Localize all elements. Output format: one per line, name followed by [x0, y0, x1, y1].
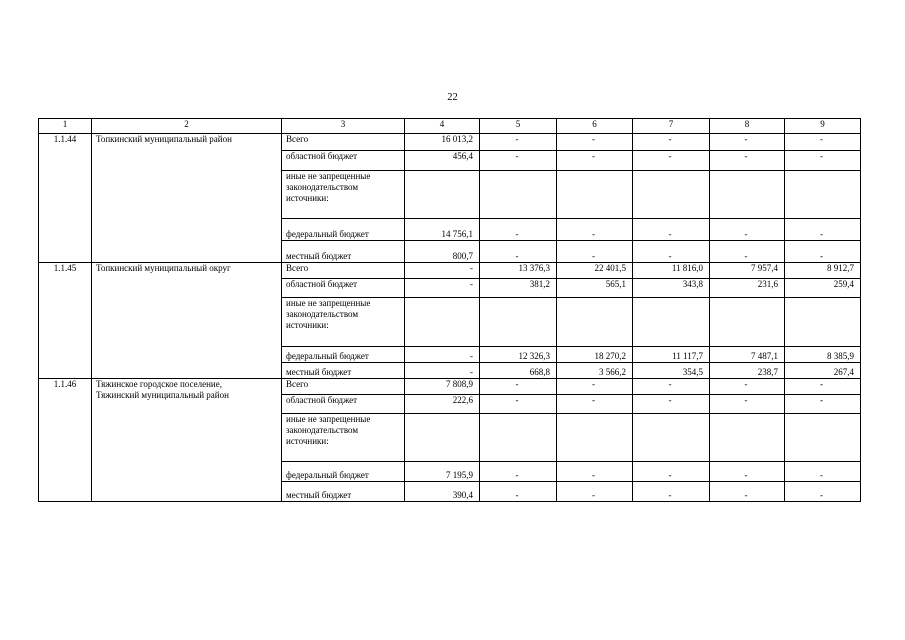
amount-cell	[633, 171, 710, 219]
funding-source: федеральный бюджет	[282, 219, 405, 241]
amount-cell: 259,4	[785, 279, 861, 298]
amount-cell	[710, 414, 785, 462]
amount-cell: -	[480, 241, 557, 263]
column-number-cell: 4	[405, 119, 480, 134]
amount-cell	[480, 414, 557, 462]
amount-cell: -	[710, 241, 785, 263]
municipality-name: Топкинский муниципальный округ	[92, 263, 282, 379]
municipality-name: Топкинский муниципальный район	[92, 134, 282, 263]
amount-cell: 565,1	[557, 279, 633, 298]
amount-cell: -	[710, 462, 785, 482]
amount-cell	[633, 298, 710, 347]
amount-cell: -	[785, 395, 861, 414]
amount-cell: 231,6	[710, 279, 785, 298]
amount-cell: -	[557, 462, 633, 482]
amount-cell	[480, 171, 557, 219]
amount-cell: -	[633, 241, 710, 263]
budget-table	[38, 118, 861, 502]
funding-source: областной бюджет	[282, 395, 405, 414]
amount-cell: 16 013,2	[405, 134, 480, 151]
amount-cell: -	[405, 363, 480, 379]
amount-cell: -	[633, 151, 710, 171]
funding-source: федеральный бюджет	[282, 347, 405, 363]
column-number-cell: 7	[633, 119, 710, 134]
amount-cell: -	[785, 219, 861, 241]
amount-cell: -	[480, 395, 557, 414]
amount-cell: -	[557, 219, 633, 241]
item-code: 1.1.44	[39, 134, 92, 263]
amount-cell: 13 376,3	[480, 263, 557, 279]
amount-cell: -	[633, 379, 710, 395]
column-number-cell: 2	[92, 119, 282, 134]
funding-source: Всего	[282, 379, 405, 395]
amount-cell: 238,7	[710, 363, 785, 379]
column-number-cell: 5	[480, 119, 557, 134]
amount-cell: -	[405, 279, 480, 298]
amount-cell: -	[633, 134, 710, 151]
amount-cell	[405, 171, 480, 219]
municipality-name: Тяжинское городское поселение, Тяжинский муниципальный район	[92, 379, 282, 502]
amount-cell: -	[785, 241, 861, 263]
column-number-cell: 8	[710, 119, 785, 134]
funding-source: Всего	[282, 263, 405, 279]
amount-cell: 800,7	[405, 241, 480, 263]
amount-cell: -	[480, 219, 557, 241]
amount-cell: 18 270,2	[557, 347, 633, 363]
amount-cell: -	[785, 134, 861, 151]
funding-source: иные не запрещенные законодательством источники:	[282, 171, 405, 219]
funding-source: областной бюджет	[282, 151, 405, 171]
amount-cell	[405, 414, 480, 462]
amount-cell: 7 808,9	[405, 379, 480, 395]
amount-cell	[557, 171, 633, 219]
amount-cell	[785, 298, 861, 347]
amount-cell: -	[557, 379, 633, 395]
amount-cell: 12 326,3	[480, 347, 557, 363]
amount-cell: -	[710, 395, 785, 414]
amount-cell: -	[480, 482, 557, 502]
amount-cell: -	[633, 395, 710, 414]
amount-cell: 11 816,0	[633, 263, 710, 279]
amount-cell: -	[405, 347, 480, 363]
amount-cell	[480, 298, 557, 347]
amount-cell	[785, 171, 861, 219]
amount-cell: -	[557, 134, 633, 151]
table-row	[39, 379, 861, 395]
column-number-cell: 3	[282, 119, 405, 134]
amount-cell: -	[557, 395, 633, 414]
funding-source: местный бюджет	[282, 482, 405, 502]
amount-cell	[710, 171, 785, 219]
amount-cell	[633, 414, 710, 462]
amount-cell: -	[710, 379, 785, 395]
amount-cell: 354,5	[633, 363, 710, 379]
funding-source: иные не запрещенные законодательством источники:	[282, 298, 405, 347]
amount-cell: 668,8	[480, 363, 557, 379]
amount-cell: 22 401,5	[557, 263, 633, 279]
amount-cell	[710, 298, 785, 347]
amount-cell: -	[710, 151, 785, 171]
item-code: 1.1.46	[39, 379, 92, 502]
amount-cell: 14 756,1	[405, 219, 480, 241]
amount-cell: -	[633, 219, 710, 241]
table-row	[39, 263, 861, 279]
amount-cell: -	[785, 482, 861, 502]
amount-cell: 381,2	[480, 279, 557, 298]
amount-cell: -	[785, 379, 861, 395]
funding-source: местный бюджет	[282, 363, 405, 379]
amount-cell: -	[785, 462, 861, 482]
funding-source: федеральный бюджет	[282, 462, 405, 482]
amount-cell	[557, 298, 633, 347]
funding-source: местный бюджет	[282, 241, 405, 263]
amount-cell: -	[405, 263, 480, 279]
funding-source: Всего	[282, 134, 405, 151]
amount-cell: 7 957,4	[710, 263, 785, 279]
amount-cell: -	[710, 134, 785, 151]
amount-cell	[405, 298, 480, 347]
amount-cell: 11 117,7	[633, 347, 710, 363]
column-number-cell: 1	[39, 119, 92, 134]
amount-cell	[785, 414, 861, 462]
amount-cell: 3 566,2	[557, 363, 633, 379]
column-number-cell: 6	[557, 119, 633, 134]
amount-cell: -	[785, 151, 861, 171]
amount-cell: 7 195,9	[405, 462, 480, 482]
amount-cell: 222,6	[405, 395, 480, 414]
table-row	[39, 134, 861, 151]
amount-cell: -	[633, 462, 710, 482]
amount-cell: -	[557, 482, 633, 502]
funding-source: иные не запрещенные законодательством источники:	[282, 414, 405, 462]
column-number-cell: 9	[785, 119, 861, 134]
amount-cell: 267,4	[785, 363, 861, 379]
amount-cell: -	[480, 134, 557, 151]
amount-cell: -	[633, 482, 710, 502]
amount-cell: 456,4	[405, 151, 480, 171]
funding-source: областной бюджет	[282, 279, 405, 298]
amount-cell: -	[710, 219, 785, 241]
amount-cell: -	[710, 482, 785, 502]
amount-cell: -	[480, 379, 557, 395]
column-number-row	[39, 119, 861, 134]
amount-cell: -	[557, 241, 633, 263]
amount-cell: -	[480, 462, 557, 482]
amount-cell	[557, 414, 633, 462]
amount-cell: 8 385,9	[785, 347, 861, 363]
amount-cell: 343,8	[633, 279, 710, 298]
amount-cell: -	[557, 151, 633, 171]
amount-cell: 8 912,7	[785, 263, 861, 279]
amount-cell: -	[480, 151, 557, 171]
page-number: 22	[447, 92, 458, 103]
amount-cell: 390,4	[405, 482, 480, 502]
item-code: 1.1.45	[39, 263, 92, 379]
amount-cell: 7 487,1	[710, 347, 785, 363]
